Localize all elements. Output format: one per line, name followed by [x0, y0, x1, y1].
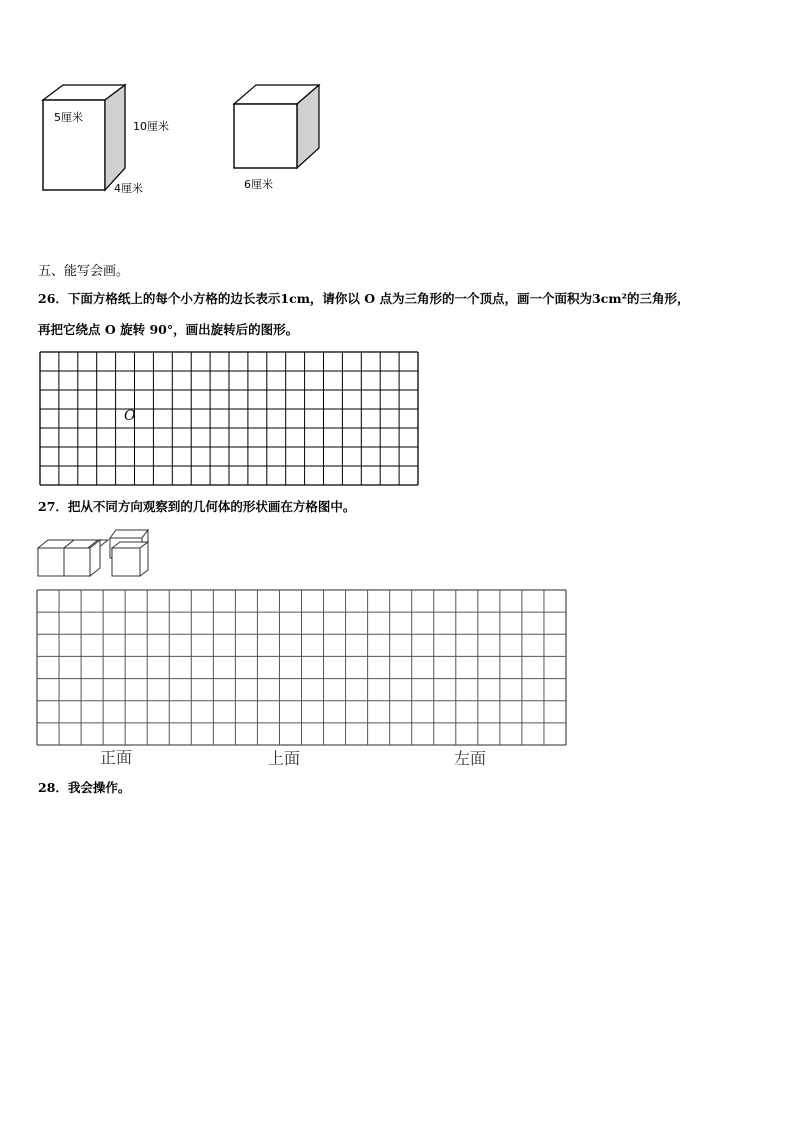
q28-text: 28．我会操作。 [38, 780, 131, 795]
view-label-front: 正面 [100, 748, 133, 767]
cube-edge-dim-label: 6厘米 [244, 178, 273, 191]
cuboid-height-dim-label: 10厘米 [133, 120, 169, 133]
cube-front-face [234, 104, 297, 168]
q27-grid[interactable] [37, 590, 567, 746]
q26-grid[interactable] [40, 352, 420, 486]
cube-figure [230, 82, 330, 177]
cuboid-depth-dim-label: 4厘米 [114, 182, 143, 195]
cuboid-figure [38, 80, 168, 200]
view-label-left: 左面 [454, 749, 487, 768]
q27-text: 27．把从不同方向观察到的几何体的形状画在方格图中。 [38, 499, 356, 514]
cuboid-front-dim-label: 5厘米 [54, 111, 83, 124]
view-label-top: 上面 [268, 749, 301, 768]
section-heading: 五、能写会画。 [38, 264, 130, 279]
q26-text-line1: 26．下面方格纸上的每个小方格的边长表示1cm，请你以 O 点为三角形的一个顶点，画一个面积为3cm²的三角形， [38, 291, 690, 306]
q26-text-line2: 再把它绕点 O 旋转 90°，画出旋转后的图形。 [38, 322, 299, 337]
point-o-label: O [124, 408, 136, 424]
cube-stack-figure [36, 528, 156, 578]
